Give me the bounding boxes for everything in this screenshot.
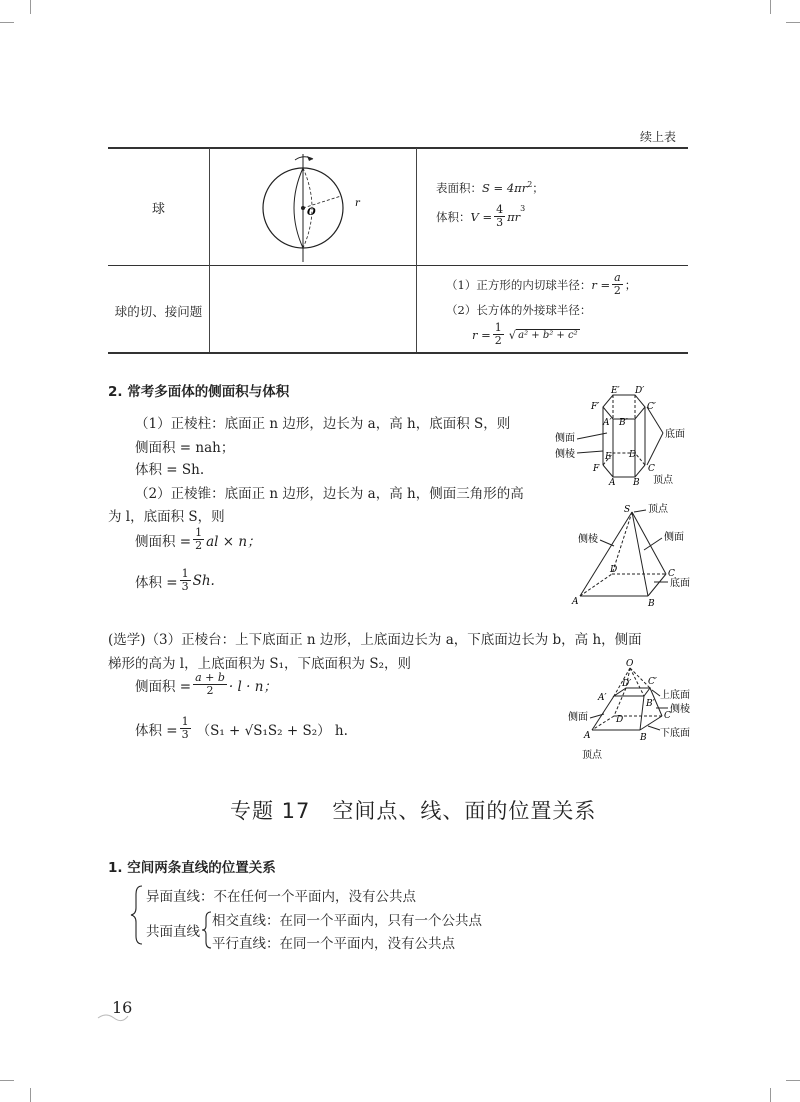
vertex-word-label: 顶点: [582, 750, 602, 761]
base-label: 底面: [670, 578, 690, 589]
vertex-label: E′: [611, 386, 620, 396]
vertex-label: E: [605, 452, 612, 462]
item1-num: a: [614, 271, 621, 284]
pyramid-edge: [632, 512, 648, 596]
pyramid-text1: （2）正棱锥：底面正 n 边形，边长为 a，高 h，侧面三角形的高: [135, 486, 524, 502]
crop-mark: [786, 22, 800, 23]
side-edge-leader: [577, 451, 603, 453]
vertex-label: B′: [646, 699, 655, 709]
pyramid-text2: 为 l，底面积 S，则: [108, 509, 225, 525]
vertex-label: C: [648, 464, 655, 474]
fv-den: 3: [181, 728, 189, 741]
pyramid-figure: [570, 500, 700, 610]
section-heading: 2. 常考多面体的侧面积与体积: [108, 384, 290, 400]
volume-lhs: V =: [470, 209, 493, 224]
fv-num: 1: [181, 715, 189, 728]
fl-den: 2: [206, 684, 214, 697]
volume-label: 体积：: [436, 209, 471, 224]
parallel-lines: 平行直线：在同一个平面内，没有公共点: [212, 936, 455, 952]
vertex-label: A: [584, 731, 591, 741]
pl-num: 1: [195, 526, 203, 539]
crop-mark: [0, 1080, 14, 1081]
base-leader: [647, 433, 663, 465]
item2-den: 2: [494, 334, 502, 347]
pyramid-volume: [135, 568, 215, 593]
vertex-label: A′: [603, 418, 612, 428]
prism-bottom-visible: [603, 465, 645, 477]
crop-mark: [0, 22, 14, 23]
pyramid-edge: [580, 512, 632, 596]
side-face-label: 侧面: [664, 532, 684, 543]
vertex-label: A: [572, 597, 579, 607]
vertex-label: C′: [648, 677, 657, 687]
volume-rest: πr: [507, 209, 521, 224]
crop-mark: [30, 0, 31, 14]
pl-lhs: 侧面积 =: [135, 533, 192, 550]
vertex-label: C′: [647, 402, 656, 412]
page-number: 16: [112, 998, 133, 1017]
apex-extension: [630, 668, 650, 688]
side-edge-label: 侧棱: [555, 449, 575, 460]
fl-lhs: 侧面积 =: [135, 678, 192, 695]
table-row-divider: [108, 265, 688, 266]
vertex-label: D: [610, 565, 618, 575]
outer-brace: [128, 884, 148, 946]
vertex-label: D: [616, 715, 624, 725]
side-face-label: 侧面: [568, 712, 588, 723]
surface-formula: S = 4πr: [482, 181, 528, 195]
pv-lhs: 体积 =: [135, 574, 178, 591]
vertex-label: C: [668, 569, 675, 579]
surface-label: 表面积：: [436, 181, 482, 195]
item1-end: ；: [624, 277, 637, 292]
section-heading: 1. 空间两条直线的位置关系: [108, 860, 276, 876]
vertex-leader: [634, 510, 646, 512]
prism-lateral: 侧面积 = nah；: [135, 440, 235, 456]
pyramid-base-edge: [648, 574, 666, 596]
volume-den: 3: [496, 216, 504, 229]
sphere-figure: [255, 150, 375, 265]
prism-figure: [555, 385, 705, 485]
pv-num: 1: [181, 567, 189, 580]
vertex-label: A: [609, 478, 616, 485]
vertex-label: B: [633, 478, 640, 485]
table-row-name: 球: [151, 202, 165, 217]
frustum-text1: (选学)（3）正棱台：上下底面正 n 边形，上底面边长为 a，下底面边长为 b，高 h，侧面: [108, 632, 642, 648]
crop-mark: [30, 1088, 31, 1102]
volume-exp: 3: [520, 204, 526, 213]
item1-lhs: r =: [591, 277, 611, 292]
sphere-volume: [436, 204, 525, 229]
top-base-label: 上底面: [660, 690, 690, 701]
item2-num: 1: [494, 321, 502, 334]
base-label: 底面: [665, 429, 685, 440]
item1-den: 2: [613, 284, 621, 297]
frustum-edge: [640, 696, 644, 730]
item2-lhs: r =: [472, 327, 491, 342]
bottom-base-label: 下底面: [660, 728, 690, 739]
side-face-label: 侧面: [555, 433, 575, 444]
radius-label: r: [355, 198, 360, 209]
topic-title: 专题 17 空间点、线、面的位置关系: [230, 799, 597, 823]
bottom-base-leader: [648, 726, 660, 730]
pyramid-edge: [632, 512, 666, 574]
fv-lhs: 体积 =: [135, 722, 178, 739]
crop-mark: [770, 0, 771, 14]
frustum-figure: [568, 658, 703, 768]
vertex-word-label: 顶点: [648, 504, 668, 515]
table-col-divider: [209, 148, 210, 352]
frustum-base-edge: [640, 716, 662, 730]
table-col-divider: [416, 148, 417, 352]
table-top-rule: [108, 147, 688, 149]
continued-label: 续上表: [640, 130, 677, 144]
vertex-label: B: [640, 733, 647, 743]
crop-mark: [786, 1080, 800, 1081]
fl-num: a + b: [195, 671, 225, 684]
pv-rhs: Sh.: [192, 572, 215, 589]
table-bottom-rule: [108, 352, 688, 354]
inscribed-radius: [446, 272, 636, 297]
vertex-label: C: [664, 711, 671, 721]
coplanar-lines: 共面直线: [146, 924, 200, 940]
sphere-surface-area: [436, 180, 544, 196]
fv-rhs: （S₁ + √S₁S₂ + S₂） h.: [196, 722, 348, 739]
side-edge-leader: [600, 540, 614, 546]
item1-prefix: （1）正方形的内切球半径：: [446, 277, 592, 292]
vertex-label: B: [648, 599, 655, 609]
circumscribed-radius-formula: r = $\frac{1}{2}$ √ a² + b² + c²: [472, 321, 578, 347]
frustum-top-face: [614, 688, 650, 696]
pyramid-lateral: [135, 527, 261, 552]
vertex-label: F′: [591, 402, 600, 412]
item2-radicand: a² + b² + c²: [518, 329, 578, 341]
frustum-text2: 梯形的高为 l，上底面积为 S₁，下底面积为 S₂，则: [108, 656, 412, 672]
prism-top-face: [603, 395, 645, 419]
center-label: O: [307, 207, 316, 218]
sphere-center: [301, 206, 305, 210]
side-edge-label: 侧棱: [578, 534, 598, 545]
prism-volume: 体积 = Sh.: [135, 462, 205, 478]
vertex-label: D′: [622, 679, 632, 689]
skew-lines: 异面直线：不在任何一个平面内，没有公共点: [146, 889, 416, 905]
apex-extension: [630, 668, 644, 696]
pl-den: 2: [195, 539, 203, 552]
vertex-label: F: [593, 464, 600, 474]
pv-den: 3: [181, 580, 189, 593]
circumscribed-radius-text: （2）长方体的外接球半径：: [446, 303, 592, 317]
side-face-leader: [590, 714, 604, 718]
pl-rhs: al × n；: [206, 533, 261, 550]
table-row-name: 球的切、接问题: [114, 304, 203, 319]
vertex-label: A′: [598, 693, 607, 703]
volume-num: 4: [496, 203, 504, 216]
frustum-volume: [135, 716, 348, 741]
side-edge-label: 侧棱: [670, 704, 690, 715]
fl-rhs: · l · n；: [228, 678, 277, 695]
vertex-label: D′: [635, 386, 645, 396]
frustum-hidden-edge: [592, 716, 614, 730]
surface-end: ；: [532, 181, 544, 195]
vertex-word-label: 顶点: [653, 475, 673, 485]
frustum-lateral: [135, 672, 277, 697]
crop-mark: [770, 1088, 771, 1102]
vertex-label: O: [626, 659, 634, 669]
prism-text: （1）正棱柱：底面正 n 边形，边长为 a，高 h，底面积 S，则: [135, 416, 511, 432]
surface-exp: 2: [527, 180, 533, 190]
vertex-label: D: [629, 450, 637, 460]
intersecting-lines: 相交直线：在同一个平面内，只有一个公共点: [212, 913, 482, 929]
pyramid-hidden-edge: [580, 574, 612, 596]
vertex-label: S: [624, 505, 631, 515]
vertex-label: B′: [619, 418, 628, 428]
